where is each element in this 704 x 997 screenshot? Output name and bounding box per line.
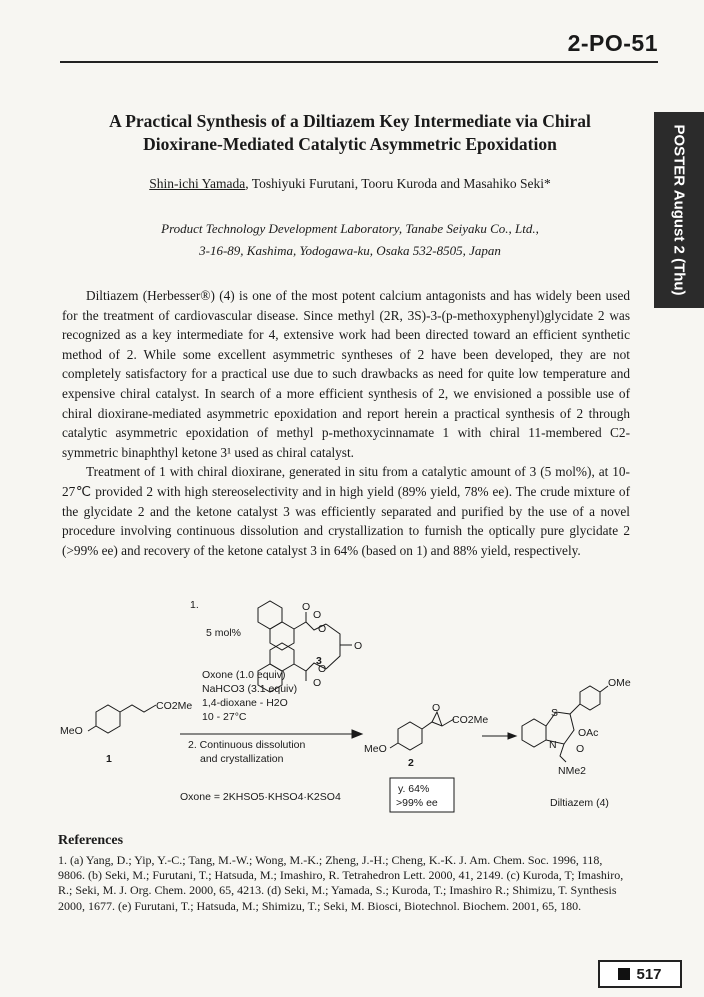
header-rule (60, 61, 658, 63)
naphthyl-ring-a (258, 601, 282, 629)
diltiazem-nme2: NMe2 (558, 765, 587, 777)
diltiazem-side-chain (560, 744, 566, 762)
diltiazem-benzo-ring (522, 719, 546, 747)
title-line-2: Dioxirane-Mediated Catalytic Asymmetric Epoxidation (143, 134, 557, 154)
poster-code: 2-PO-51 (567, 30, 658, 56)
diltiazem-ome: OMe (608, 677, 631, 689)
compound-1-co2me: CO2Me (156, 700, 193, 712)
page-number-box (598, 960, 682, 988)
presenting-author: Shin-ichi Yamada (149, 176, 246, 191)
title-line-1: A Practical Synthesis of a Diltiazem Key Intermediate via Chiral (109, 111, 591, 131)
compound-2-epoxide-chain (422, 719, 454, 729)
compound-3-label: 3 (316, 655, 322, 667)
compound-1-label: 1 (106, 753, 112, 765)
ring-o-1: O (313, 609, 322, 621)
affiliation-line-2: 3-16-89, Kashima, Yodogawa-ku, Osaka 532-8505, Japan (199, 243, 501, 258)
compound-2-co2me: CO2Me (452, 714, 489, 726)
side-tab (654, 112, 704, 308)
step-2-line-2: and crystallization (200, 753, 284, 765)
page-marker-icon (618, 968, 630, 980)
diltiazem-oac: OAc (578, 727, 599, 739)
naphthyl-ring-b (270, 622, 294, 650)
diltiazem-s: S (551, 707, 559, 719)
ring-o-5: O (354, 640, 363, 652)
ring-o-2: O (318, 623, 327, 635)
compound-2-meo: MeO (364, 743, 387, 755)
condition-oxone: Oxone (1.0 equiv) (202, 669, 286, 681)
ee-value: >99% ee (396, 797, 438, 809)
reaction-arrow-head (352, 730, 362, 738)
abstract-body (62, 286, 630, 560)
yield-value: y. 64% (398, 783, 430, 795)
macrocycle-link (326, 624, 340, 669)
diltiazem-n: N (549, 739, 557, 751)
paragraph-2: Treatment of 1 with chiral dioxirane, generated in situ from a catalytic amount of 3 (5 mol%), at 10-27℃ provided 2 with high stereoselectivity and in high yield (89% yield, 78% ee). The crude mixture of the glycidate 2 and the ketone catalyst 3 was efficiently separated and purified by the use of a novel procedure involving continuous dissolution and crystallization to furnish the optically pure glycidate 2 (>99% ee) and recovery of the ketone catalyst 3 in 64% (based on 1) and 88% yield, respectively. (62, 464, 630, 558)
authors (90, 176, 610, 192)
compound-2-epoxide-o: O (432, 702, 441, 714)
paragraph-1: Diltiazem (Herbesser®) (4) is one of the most potent calcium antagonists and has widely been used for the treatment of cardiovascular disease. Since methyl (2R, 3S)-3-(p-methoxyphenyl)glycidate 2 was recognized as a key intermediate for 4, extensive work had been directed toward an efficient synthetic method of 2. While some excellent asymmetric syntheses of 2 have been developed, they are not completely satisfactory for a practical use due to such drawbacks as need for quite low temperature and expensive chiral catalyst. In search of a more efficient synthesis of 2, we envisioned a possible use of chiral dioxirane-mediated asymmetric epoxidation and report herein a practical synthesis of 2 through catalytic asymmetric epoxidation of methyl p-methoxycinnamate 1 with chiral 11-membered C2-symmetric binaphthyl ketone 3¹ used as chiral catalyst. (62, 288, 630, 460)
diltiazem-aryl-bond (570, 704, 580, 714)
compound-1-alkene (120, 705, 156, 712)
side-tab-label: POSTER August 2 (Thu) (670, 124, 688, 296)
compound-1-methoxy-bond (88, 726, 96, 731)
naphthyl-ring-c (270, 643, 294, 671)
co-authors: , Toshiyuki Furutani, Tooru Kuroda and Masahiko Seki* (245, 176, 551, 191)
affiliation-line-1: Product Technology Development Laboratory, Tanabe Seiyaku Co., Ltd., (161, 221, 539, 236)
condition-temperature: 10 - 27°C (202, 711, 247, 723)
compound-2-ring (398, 722, 422, 750)
ring-o-6: O (302, 601, 311, 613)
compound-1-meo: MeO (60, 725, 83, 737)
compound-1-ring (96, 705, 120, 733)
diltiazem-aryl-ring (580, 686, 600, 710)
catalyst-loading: 5 mol% (206, 627, 242, 639)
compound-2-methoxy-bond (390, 743, 398, 748)
page-number: 517 (636, 965, 662, 983)
diltiazem-label: Diltiazem (4) (550, 797, 609, 809)
multistep-arrow-head (508, 733, 516, 739)
paper-title (90, 110, 610, 156)
ring-o-4: O (313, 677, 322, 689)
compound-2-label: 2 (408, 757, 414, 769)
ring-o-3: O (318, 663, 327, 675)
step-1-label: 1. (190, 599, 199, 611)
references-list: 1. (a) Yang, D.; Yip, Y.-C.; Tang, M.-W.; Wong, M.-K.; Zheng, J.-H.; Cheng, K.-K. J. Am. Chem. Soc. 1996, 118, 9806. (b) Seki, M.; Furutani, T.; Hatsuda, M.; Imashiro, R. Tetrahedron Lett. 2000, 41, 2149. (c) Kuroda, T; Imashiro, R.; Seki, M. J. Org. Chem. 2000, 65, 4213. (d) Seki, M.; Yamada, S.; Kuroda, T.; Imashiro R.; Shimizu, T. Synthesis 2000, 1677. (e) Furutani, T.; Hatsuda, M.; Shimizu, T.; Seki, M. Biosci, Biotechnol. Biochem. 2001, 65, 180. (58, 853, 624, 913)
condition-solvent: 1,4-dioxane - H2O (202, 697, 288, 709)
references-heading: References (58, 833, 124, 848)
diltiazem-o: O (576, 743, 585, 755)
oxone-definition: Oxone = 2KHSO5·KHSO4·K2SO4 (180, 791, 341, 803)
diltiazem-ome-bond (600, 686, 608, 692)
affiliation (90, 218, 610, 262)
condition-nahco3: NaHCO3 (3.1 equiv) (202, 683, 298, 695)
step-2-line-1: 2. Continuous dissolution (188, 739, 306, 751)
reaction-scheme (60, 590, 660, 822)
